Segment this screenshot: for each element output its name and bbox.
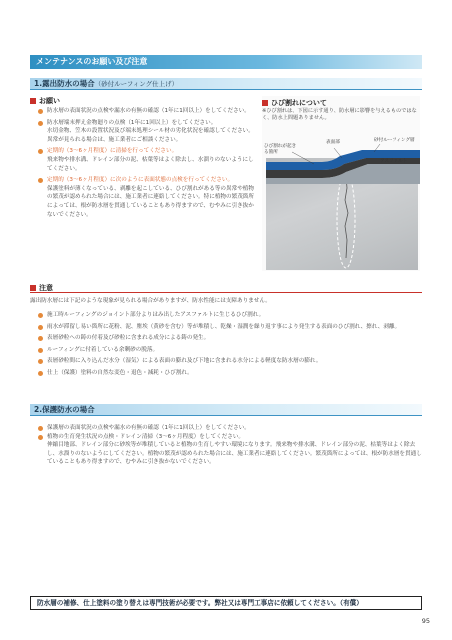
label-asphalt: アスファルト — [380, 159, 408, 164]
bullet-dot-icon — [38, 371, 43, 376]
bullet-dot-icon — [38, 178, 43, 183]
list-item: 施工時ルーフィングのジョイント部分よりはみ出したアスファルトに生じるひび割れ。 — [38, 311, 422, 320]
bullet-dot-icon — [38, 149, 43, 154]
bullet-dot-icon — [38, 426, 43, 431]
list-item: 定期的（3～6ヶ月程度）に次のように表面状態の点検を行ってください。 保護塗料が薄くなっている、剥離を起こしている、ひび割れがある等の異常や植物の繁茂が認められた場合には、施工業者に連絡してください。特に植物の繁茂箇所によっては、根が防水層を貫通していることもあり得ますので、むやみに引き抜かないでください。 — [38, 176, 256, 219]
label-sand-roofing: 砂付ルーフィング層 — [374, 138, 415, 143]
bullet-dot-icon — [38, 435, 43, 440]
section1-subtitle: （砂付ルーフィング仕上げ） — [94, 80, 179, 88]
bullet-dot-icon — [38, 325, 43, 330]
section2-header — [30, 404, 422, 416]
caution-header — [30, 282, 422, 293]
crack-label: ひび割れについて — [262, 98, 327, 108]
bullet-dot-icon — [38, 313, 43, 318]
red-square-icon — [262, 100, 268, 106]
list-item: 仕上（保護）塗料の自然な変色・退色・減耗・ひび割れ。 — [38, 369, 422, 378]
request-label: お願い — [30, 96, 60, 106]
label-surface: 表面部 — [326, 140, 340, 145]
red-square-icon — [30, 285, 36, 291]
crack-note: ※ひび割れは、下図に示す通り、防水層に影響を与えるものではなく、防水上問題ありません。 — [262, 108, 417, 122]
list-item: 表層砂粒間に入り込んだ水分（湿気）による表面の膨れ及び下地に含まれる水分による軽度な防水層の膨れ。 — [38, 357, 422, 366]
caution-intro: 露出防水層には下記のような現象が見られる場合がありますが、防水性能には支障ありません。 — [30, 298, 271, 304]
list-item: 表層砂粒への鋳の付着及び砂粒に含まれる成分による鋳の発生。 — [38, 334, 422, 343]
page-number: 95 — [421, 617, 430, 625]
list-item: 雨水が滞留し易い箇所に花粉、泥、塵埃（黄砂を含む）等が堆積し、乾燥・湿潤を繰り返す事により発生する表面のひび割れ、擦れ、剥離。 — [38, 323, 422, 332]
caution-label: 注意 — [30, 283, 53, 293]
bullet-dot-icon — [38, 109, 43, 114]
section2-title: 2.保護防水の場合 — [34, 405, 95, 414]
bullet-dot-icon — [38, 336, 43, 341]
page-title: メンテナンスのお願い及び注意 — [30, 55, 422, 69]
caution-list — [38, 308, 422, 378]
section1-header — [30, 78, 422, 90]
list-item: 定期的（3～6ヶ月程度）に清掃を行ってください。 飛来物や排水溝、ドレイン部分の泥、枯葉等はよく除去し、水溜りのないようにしてください。 — [38, 147, 256, 173]
list-item: 防水層の表面状況の点検や漏水の有無の確認（1年に1回以上）をしてください。 — [38, 107, 256, 116]
list-item: 保護層の表面状況の点検や漏水の有無の確認（1年に1回以上）をしてください。 — [38, 424, 422, 433]
request-list — [38, 107, 256, 219]
bullet-dot-icon — [38, 348, 43, 353]
list-item: 植物の生育発生状況の点検・ドレイン清掃（3～6ヶ月程度）をしてください。 伸縮目地部、ドレイン部分に砂埃等が堆積していると植物の生育しやすい環境になります。飛来物や排水溝、ドレイン部分の泥、枯葉等はよく除去し、水溜りのないようにしてください。植物の繁茂が認められた場合には、施工業者に連絡してください。繁茂箇所によっては、根が防水層を貫通していることもあり得ますので、むやみに引き抜かないでください。 — [38, 433, 422, 467]
bullet-dot-icon — [38, 121, 43, 126]
footer-notice: 防水層の補修、仕上塗料の塗り替えは専門技術が必要です。弊社又は専門工事店に依頼してください。（有償） — [30, 596, 422, 610]
red-square-icon — [30, 98, 36, 104]
section1-title: 1.露出防水の場合 — [34, 79, 95, 88]
section2-list — [38, 424, 422, 467]
bullet-dot-icon — [38, 359, 43, 364]
label-crack-point: ひび割れが起きる箇所 — [264, 144, 297, 155]
list-item: ルーフィングに付着している余剰砂の脱落。 — [38, 346, 422, 355]
list-item: 防水層端末押え金物廻りの点検（1年に1回以上）をしてください。 水切金物、笠木の設置状況及び端末処理シール材の劣化状況を確認してください。異常が見られる場合は、施工業者にご相談ください。 — [38, 119, 256, 145]
